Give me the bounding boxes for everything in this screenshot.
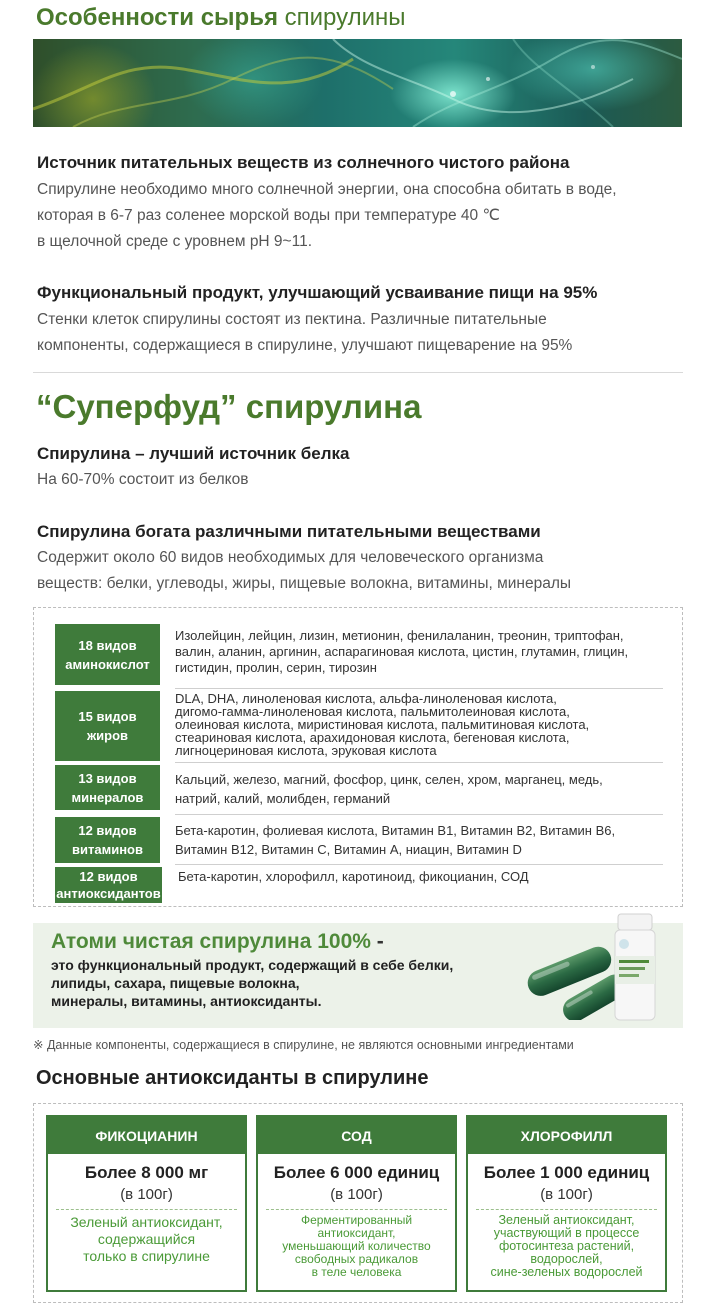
paragraph-digestion: Стенки клеток спирулины состоят из пектина. Различные питательные компоненты, содержащиеся в спирулине, улучшают пищеварение на 95% — [37, 311, 573, 354]
promo-description: это функциональный продукт, содержащий в себе белки, липиды, сахара, пищевые волокна, минералы, витамины, антиоксиданты. — [51, 957, 454, 1009]
paragraph-nutrient-source: Спирулине необходимо много солнечной энергии, она способна обитать в воде, которая в 6-7 раз соленее морской воды при температуре 40 ℃ в щелочной среде с уровнем pH 9~11. — [37, 181, 617, 250]
nutrient-list-fats: DLA, DHA, линоленовая кислота, альфа-линоленовая кислота, дигомо-гамма-линоленовая кислота, пальмитолеиновая кислота, олеиновая кислота, миристиновая кислота, пальмитиновая кислота, стеариновая кислота, арахидоновая кислота, бегеновая кислота, лигноцериновая кислота, эруковая кислота — [175, 691, 590, 758]
antioxidant-description: Зеленый антиоксидант, участвующий в процессе фотосинтеза растений, водорослей, сине-зеленых водорослей — [490, 1213, 643, 1279]
antioxidant-card-phycocyanin — [46, 1115, 247, 1292]
nutrient-list-antioxidants: Бета-каротин, хлорофилл, каротиноид, фикоцианин, СОД — [178, 869, 529, 884]
paragraph-protein: На 60-70% состоит из белков — [37, 471, 249, 488]
section-title-antioxidants: Основные антиоксиданты в спирулине — [36, 1067, 429, 1089]
antioxidant-per: (в 100г) — [330, 1186, 383, 1203]
heading-nutrient-source: Источник питательных веществ из солнечного чистого района — [37, 153, 570, 172]
section-title-superfood: “Суперфуд” спирулина — [36, 388, 422, 425]
row-divider — [175, 688, 663, 689]
footnote: ※ Данные компоненты, содержащиеся в спирулине, не являются основными ингредиентами — [33, 1038, 574, 1052]
nutrient-list-minerals: Кальций, железо, магний, фосфор, цинк, селен, хром, марганец, медь, натрий, калий, молибден, германий — [175, 772, 603, 806]
card-divider — [266, 1209, 447, 1210]
spirulina-banner-image — [33, 39, 682, 127]
heading-digestion: Функциональный продукт, улучшающий усваивание пищи на 95% — [37, 283, 598, 302]
card-divider — [476, 1209, 657, 1210]
antioxidant-description: Ферментированный антиоксидант, уменьшающий количество свободных радикалов в теле человека — [282, 1213, 431, 1279]
row-divider — [175, 762, 663, 763]
antioxidant-amount: Более 8 000 мг — [84, 1163, 209, 1182]
nutrient-label-fats: 15 видов жиров — [55, 691, 160, 761]
section-title-raw-material: Особенности сырья спирулины — [36, 4, 406, 31]
product-bottle-image — [612, 912, 658, 1022]
nutrient-label-antioxidants: 12 видов антиоксидантов — [56, 869, 161, 901]
antioxidant-description: Зеленый антиоксидант, содержащийся только в спирулине — [70, 1214, 223, 1264]
promo-title: Атоми чистая спирулина 100% - — [51, 930, 384, 953]
antioxidant-name: ХЛОРОФИЛЛ — [468, 1117, 665, 1154]
paragraph-nutrients-rich: Содержит около 60 видов необходимых для человеческого организма веществ: белки, углеводы, жиры, пищевые волокна, витамины, минералы — [37, 549, 572, 592]
antioxidant-card-sod — [256, 1115, 457, 1292]
antioxidant-per: (в 100г) — [540, 1186, 593, 1203]
antioxidant-amount: Более 6 000 единиц — [273, 1163, 440, 1182]
nutrient-table — [33, 607, 683, 907]
antioxidant-name: ФИКОЦИАНИН — [48, 1117, 245, 1154]
nutrient-label-amino: 18 видов аминокислот — [55, 624, 160, 685]
antioxidant-per: (в 100г) — [120, 1186, 173, 1203]
antioxidant-amount: Более 1 000 единиц — [483, 1163, 650, 1182]
nutrient-list-amino: Изолейцин, лейцин, лизин, метионин, фенилаланин, треонин, триптофан, валин, аланин, аргинин, аспарагиновая кислота, цистин, глутамин, глицин, гистидин, пролин, серин, тирозин — [175, 628, 629, 675]
antioxidant-name: СОД — [258, 1117, 455, 1154]
card-divider — [56, 1209, 237, 1210]
heading-nutrients-rich: Спирулина богата различными питательными веществами — [37, 522, 541, 541]
heading-protein: Спирулина – лучший источник белка — [37, 444, 350, 463]
nutrient-list-vitamins: Бета-каротин, фолиевая кислота, Витамин B1, Витамин B2, Витамин B6, Витамин B12, Витамин C, Витамин A, ниацин, Витамин D — [175, 823, 616, 857]
nutrient-label-minerals: 13 видов минералов — [55, 765, 160, 810]
row-divider — [175, 814, 663, 815]
divider — [33, 372, 683, 373]
row-divider — [175, 864, 663, 865]
nutrient-label-vitamins: 12 видов витаминов — [55, 817, 160, 863]
antioxidant-card-chlorophyll — [466, 1115, 667, 1292]
